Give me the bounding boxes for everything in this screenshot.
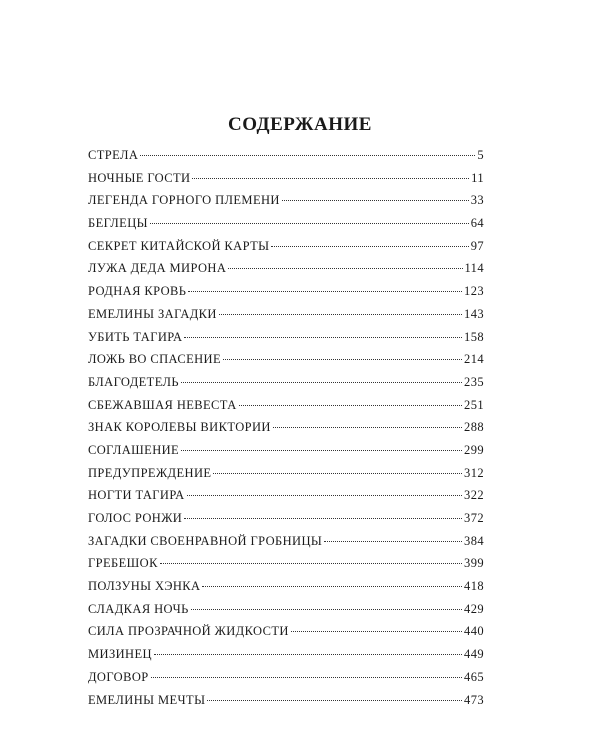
page-number: 123 xyxy=(464,284,484,299)
toc-entry xyxy=(88,647,484,670)
toc-entry xyxy=(88,602,484,625)
chapter-title: ДОГОВОР xyxy=(88,669,149,684)
chapter-title: РОДНАЯ КРОВЬ xyxy=(88,284,187,299)
chapter-title: СТРЕЛА xyxy=(88,148,139,162)
toc-entry xyxy=(88,330,484,353)
dot-leader xyxy=(223,359,462,360)
dot-leader xyxy=(192,178,469,179)
dot-leader xyxy=(228,268,462,269)
page-number: 465 xyxy=(464,669,484,684)
dot-leader xyxy=(160,563,462,564)
dot-leader xyxy=(188,291,462,292)
page-number: 33 xyxy=(470,193,484,208)
table-of-contents xyxy=(88,148,484,715)
page-number: 384 xyxy=(464,533,484,548)
dot-leader xyxy=(187,495,463,496)
page-number: 418 xyxy=(464,579,484,594)
page-number: 5 xyxy=(477,148,484,162)
dot-leader xyxy=(184,518,462,519)
dot-leader xyxy=(271,246,468,247)
chapter-title: ПРЕДУПРЕЖДЕНИЕ xyxy=(88,465,212,480)
chapter-title: УБИТЬ ТАГИРА xyxy=(88,329,183,344)
page-number: 11 xyxy=(471,170,484,185)
page-number: 114 xyxy=(464,261,484,276)
dot-leader xyxy=(207,700,462,701)
toc-entry xyxy=(88,307,484,330)
dot-leader xyxy=(273,427,462,428)
page-number: 429 xyxy=(464,601,484,616)
chapter-title: НОЧНЫЕ ГОСТИ xyxy=(88,170,191,185)
chapter-title: ГРЕБЕШОК xyxy=(88,556,158,571)
page-number: 372 xyxy=(464,511,484,525)
page-number: 64 xyxy=(470,216,484,231)
page-number: 322 xyxy=(464,488,484,503)
chapter-title: ЗАГАДКИ СВОЕНРАВНОЙ ГРОБНИЦЫ xyxy=(88,533,323,548)
chapter-title: ЛОЖЬ ВО СПАСЕНИЕ xyxy=(88,352,222,367)
chapter-title: СЛАДКАЯ НОЧЬ xyxy=(88,601,189,616)
toc-entry xyxy=(88,579,484,602)
toc-entry xyxy=(88,398,484,421)
toc-entry xyxy=(88,352,484,375)
dot-leader xyxy=(150,223,469,224)
toc-entry xyxy=(88,375,484,398)
chapter-title: СИЛА ПРОЗРАЧНОЙ ЖИДКОСТИ xyxy=(88,624,289,639)
toc-entry xyxy=(88,261,484,284)
toc-entry xyxy=(88,670,484,693)
dot-leader xyxy=(191,609,462,610)
dot-leader xyxy=(282,200,469,201)
toc-entry xyxy=(88,534,484,557)
toc-entry xyxy=(88,443,484,466)
page-number: 473 xyxy=(464,692,484,707)
dot-leader xyxy=(140,155,475,156)
chapter-title: БЛАГОДЕТЕЛЬ xyxy=(88,374,180,389)
chapter-title: ЕМЕЛИНЫ МЕЧТЫ xyxy=(88,692,206,707)
page-number: 143 xyxy=(464,306,484,321)
page-number: 214 xyxy=(464,352,484,367)
page-number: 251 xyxy=(464,397,484,412)
chapter-title: СБЕЖАВШАЯ НЕВЕСТА xyxy=(88,397,237,412)
chapter-title: НОГТИ ТАГИРА xyxy=(88,488,185,503)
page-number: 440 xyxy=(464,624,484,639)
page-number: 399 xyxy=(464,556,484,571)
toc-entry xyxy=(88,216,484,239)
page-number: 299 xyxy=(464,442,484,457)
dot-leader xyxy=(219,314,462,315)
dot-leader xyxy=(239,405,462,406)
chapter-title: ЛУЖА ДЕДА МИРОНА xyxy=(88,261,227,276)
chapter-title: МИЗИНЕЦ xyxy=(88,647,152,662)
toc-entry xyxy=(88,171,484,194)
toc-entry xyxy=(88,693,484,716)
page-number: 235 xyxy=(464,374,484,389)
chapter-title: СЕКРЕТ КИТАЙСКОЙ КАРТЫ xyxy=(88,238,270,253)
chapter-title: БЕГЛЕЦЫ xyxy=(88,216,148,231)
toc-entry xyxy=(88,420,484,443)
toc-entry xyxy=(88,284,484,307)
page-title: СОДЕРЖАНИЕ xyxy=(228,114,372,135)
page-number: 288 xyxy=(464,420,484,435)
toc-entry xyxy=(88,239,484,262)
toc-entry xyxy=(88,511,484,534)
toc-entry xyxy=(88,624,484,647)
toc-entry xyxy=(88,488,484,511)
page-number: 97 xyxy=(470,238,484,253)
page-number: 312 xyxy=(464,465,484,480)
toc-entry xyxy=(88,466,484,489)
dot-leader xyxy=(202,586,462,587)
dot-leader xyxy=(213,473,462,474)
toc-entry xyxy=(88,556,484,579)
chapter-title: СОГЛАШЕНИЕ xyxy=(88,442,180,457)
toc-entry xyxy=(88,148,484,171)
dot-leader xyxy=(181,450,462,451)
dot-leader xyxy=(151,677,462,678)
chapter-title: ПОЛЗУНЫ ХЭНКА xyxy=(88,579,201,594)
dot-leader xyxy=(291,631,462,632)
chapter-title: ЛЕГЕНДА ГОРНОГО ПЛЕМЕНИ xyxy=(88,193,280,208)
chapter-title: ГОЛОС РОНЖИ xyxy=(88,511,183,525)
page-number: 449 xyxy=(464,647,484,662)
dot-leader xyxy=(181,382,462,383)
chapter-title: ЕМЕЛИНЫ ЗАГАДКИ xyxy=(88,306,217,321)
dot-leader xyxy=(184,337,462,338)
chapter-title: ЗНАК КОРОЛЕВЫ ВИКТОРИИ xyxy=(88,420,271,435)
toc-entry xyxy=(88,193,484,216)
dot-leader xyxy=(324,541,462,542)
page-number: 158 xyxy=(464,329,484,344)
dot-leader xyxy=(154,654,462,655)
